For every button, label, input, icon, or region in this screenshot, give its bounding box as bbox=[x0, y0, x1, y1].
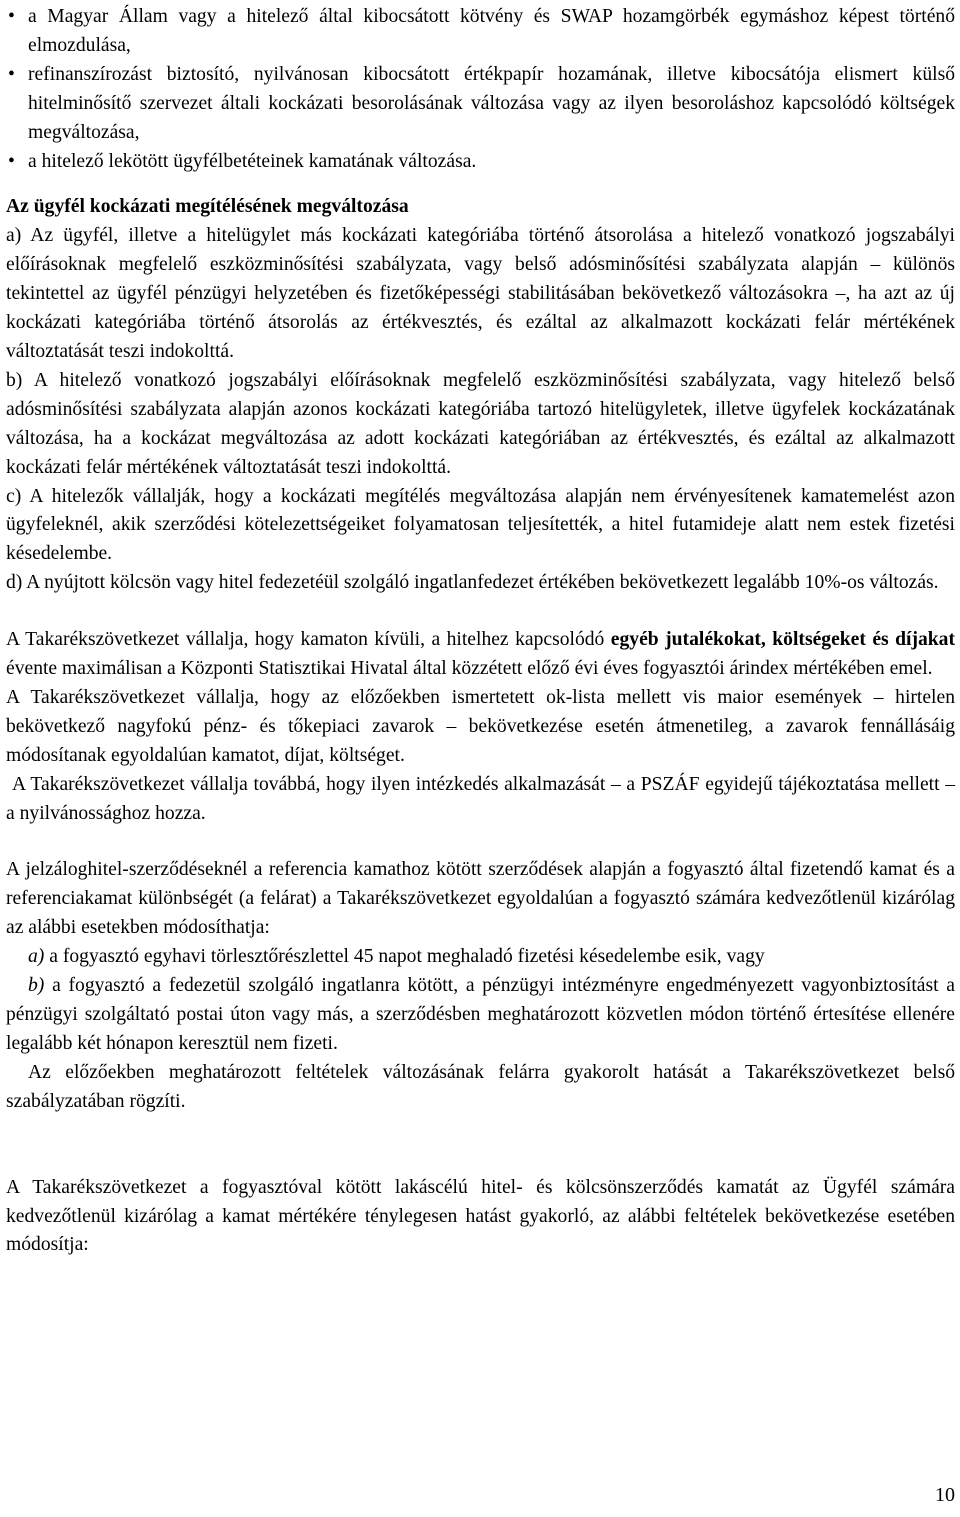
bullet-text: a Magyar Állam vagy a hitelező által kibocsátott kötvény és SWAP hozamgörbék egymáshoz képest történő elmozdulása, bbox=[28, 6, 955, 56]
fees-bold-text: egyéb jutalékokat, költségeket és díjakat bbox=[610, 629, 955, 651]
document-page bbox=[6, 3, 955, 1260]
fees-paragraph bbox=[6, 626, 955, 684]
list-item bbox=[6, 3, 955, 61]
list-item bbox=[6, 61, 955, 148]
list-item bbox=[6, 148, 955, 177]
section-heading: Az ügyfél kockázati megítélésének megváltozása bbox=[6, 196, 409, 218]
mortgage-item-b bbox=[6, 972, 955, 1059]
mortgage-item-a-label: a) bbox=[28, 946, 45, 968]
bullet-text: refinanszírozást biztosító, nyilvánosan kibocsátott értékpapír hozamának, illetve kibocsátója elismert külső hitelminősítő szervezet általi kockázati besorolásának változása vagy az ilyen besoroláshoz kapcsolódó költségek megváltozása, bbox=[28, 63, 955, 143]
fees-text-end: évente maximálisan a Központi Statisztikai Hivatal által közzétett előző évi éves fogyasztói árindex mértékében emel. bbox=[6, 658, 933, 680]
bullet-icon: • bbox=[8, 63, 15, 85]
fees-text-start: A Takarékszövetkezet vállalja, hogy kamaton kívüli, a hitelhez kapcsolódó bbox=[6, 629, 611, 651]
bullet-icon: • bbox=[8, 150, 15, 172]
section-paragraph-b: b) A hitelező vonatkozó jogszabályi előírásoknak megfelelő eszközminősítési szabályzata, vagy hitelező belső adósminősítési szabályzata alapján azonos kockázati kategóriába tartozó hitelügyletek, illetve ügyfelek kockázatának változása, ha a kockázat megváltozása az adott kockázati kategóriában az értékvesztés, és ezáltal az alkalmazott kockázati felár mértékének változtatását teszi indokolttá. bbox=[6, 369, 955, 478]
mortgage-intro: A jelzáloghitel-szerződéseknél a referencia kamathoz kötött szerződések alapján a fogyasztó által fizetendő kamat és a referenciakamat különbségét (a felárat) a Takarékszövetkezet egyoldalúan a fogyasztó számára kedvezőtlenül kizárólag az alábbi esetekben módosíthatja: bbox=[6, 859, 955, 939]
mortgage-item-b-text: a fogyasztó a fedezetül szolgáló ingatlanra kötött, a pénzügyi intézményre engedményezett vagyonbiztosítást a pénzügyi szolgáltató postai úton vagy más, a szerződésben meghatározott közvetlen módon történő értesítése ellenére legalább két hónapon keresztül nem fizeti. bbox=[6, 975, 955, 1054]
conditions-bullet-list bbox=[6, 3, 955, 176]
mortgage-closing: Az előzőekben meghatározott feltételek változásának felárra gyakorolt hatását a Takarékszövetkezet belső szabályzatában rögzíti. bbox=[6, 1061, 955, 1112]
mortgage-item-a bbox=[6, 943, 955, 972]
bullet-text: a hitelező lekötött ügyfélbetéteinek kamatának változása. bbox=[28, 150, 477, 172]
section-paragraph-a: a) Az ügyfél, illetve a hitelügylet más kockázati kategóriába történő átsorolása a hitelező vonatkozó jogszabályi előírásoknak megfelelő eszközminősítési szabályzata, vagy belső adósminősítési szabályzata alapján – különös tekintettel az ügyfél pénzügyi helyzetében és fizetőképességi stabilitásában bekövetkező változásokra –, ha azt az új kockázati kategóriába történő átsorolás az értékvesztés, és ezáltal az alkalmazott kockázati felár mértékének változtatását teszi indokolttá. bbox=[6, 225, 955, 362]
page-number: 10 bbox=[935, 1484, 955, 1506]
section-paragraph-c: c) A hitelezők vállalják, hogy a kockázati megítélés megváltozása alapján nem érvényesítenek kamatemelést azon ügyfeleknél, akik szerződési kötelezettségeiket folyamatosan teljesítették, a hitel futamideje alatt nem estek fizetési késedelembe. bbox=[6, 485, 955, 565]
vis-maior-paragraph: A Takarékszövetkezet vállalja, hogy az előzőekben ismertetett ok-lista mellett vis maior események – hirtelen bekövetkező nagyfokú pénz- és tőkepiaci zavarok – bekövetkezése esetén átmenetileg, a zavarok fennállásáig módosítanak egyoldalúan kamatot, díjat, költséget. bbox=[6, 686, 955, 766]
pszaf-paragraph: A Takarékszövetkezet vállalja továbbá, hogy ilyen intézkedés alkalmazását – a PSZÁF egyidejű tájékoztatása mellett – a nyilvánossághoz hozza. bbox=[6, 773, 955, 824]
mortgage-item-b-label: b) bbox=[28, 975, 45, 997]
mortgage-item-a-text: a fogyasztó egyhavi törlesztőrészlettel 45 napot meghaladó fizetési késedelembe esik, vagy bbox=[44, 946, 765, 968]
section-paragraph-d: d) A nyújtott kölcsön vagy hitel fedezetéül szolgáló ingatlanfedezet értékében bekövetkezett legalább 10%-os változás. bbox=[6, 572, 939, 594]
bullet-icon: • bbox=[8, 6, 15, 27]
housing-paragraph: A Takarékszövetkezet a fogyasztóval kötött lakáscélú hitel- és kölcsönszerződés kamatát az Ügyfél számára kedvezőtlenül kizárólag a kamat mértékére ténylegesen hatást gyakorló, az alábbi feltételek bekövetkezése esetében módosítja: bbox=[6, 1176, 955, 1256]
